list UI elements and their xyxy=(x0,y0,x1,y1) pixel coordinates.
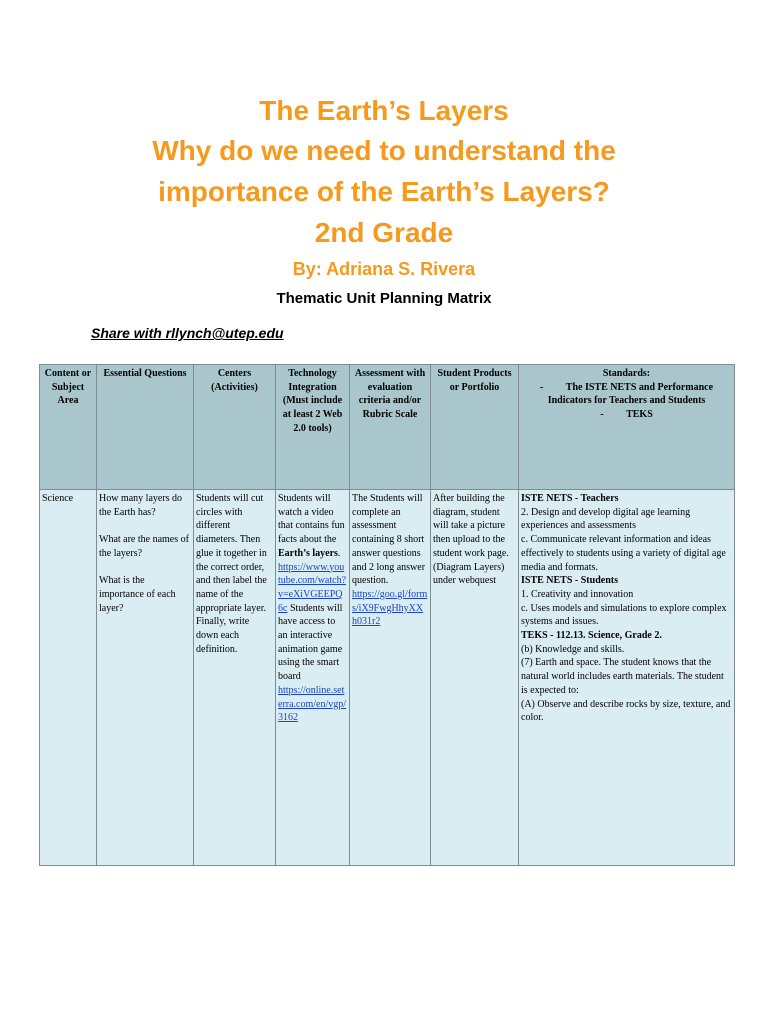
title-line-1: The Earth’s Layers xyxy=(259,95,509,126)
document-subtitle: Thematic Unit Planning Matrix xyxy=(276,290,492,307)
google-form-link[interactable]: https://goo.gl/forms/iX9FwgHhyXXh031r2 xyxy=(352,588,428,628)
standards-heading-students: ISTE NETS - Students xyxy=(521,575,618,587)
bullet-dash: - xyxy=(600,409,604,421)
author-line: By: Adriana S. Rivera xyxy=(292,259,476,279)
standards-text: 1. Creativity and innovation xyxy=(521,588,634,600)
title-block xyxy=(0,92,768,309)
planning-matrix-table xyxy=(39,364,735,866)
standards-text: 2. Design and develop digital age learning experiences and assessments xyxy=(521,506,691,532)
standards-item-teks-label: TEKS xyxy=(626,409,653,421)
standards-heading-teachers: ISTE NETS - Teachers xyxy=(521,493,619,504)
standards-heading-teks: TEKS - 112.13. Science, Grade 2. xyxy=(521,630,662,642)
question-1: How many layers do the Earth has? xyxy=(99,493,183,518)
cell-assessment xyxy=(350,490,431,866)
bullet-dash: - xyxy=(539,381,544,393)
table-row xyxy=(40,490,735,866)
cell-content-area: Science xyxy=(40,490,97,866)
cell-technology xyxy=(276,490,350,866)
header-student-products: Student Products or Portfolio xyxy=(431,365,519,490)
cell-standards xyxy=(519,490,735,866)
tech-text-1: Students will watch a video that contains fun facts about the xyxy=(278,493,345,546)
cell-centers: Students will cut circles with different diameters. Then glue it together in the correct order, and then label the name of the appropriate layer. Finally, write down each definition. xyxy=(194,490,276,866)
assessment-text: The Students will complete an assessment containing 8 short answer questions and 2 long answer question. xyxy=(352,493,426,587)
header-technology: Technology Integration (Must include at least 2 Web 2.0 tools) xyxy=(276,365,350,490)
seterra-link[interactable]: https://online.seterra.com/en/vgp/3162 xyxy=(278,684,347,724)
standards-text: c. Communicate relevant information and ideas effectively to students using a variety of digital age media and formats. xyxy=(521,534,726,573)
header-standards xyxy=(519,365,735,490)
tech-text-2: Students will have access to an interactive animation game using the smart board xyxy=(278,602,343,683)
header-centers: Centers (Activities) xyxy=(194,365,276,490)
header-assessment: Assessment with evaluation criteria and/or Rubric Scale xyxy=(350,365,431,490)
question-3: What is the importance of each layer? xyxy=(99,575,176,614)
standards-item-teks xyxy=(521,408,732,422)
standards-item-iste xyxy=(521,381,732,408)
cell-student-products: After building the diagram, student will take a picture then upload to the student work page. (Diagram Layers) under webquest xyxy=(431,490,519,866)
standards-text: c. Uses models and simulations to explore complex systems and issues. xyxy=(521,602,727,628)
title-line-4: 2nd Grade xyxy=(314,217,454,248)
title-line-3: importance of the Earth’s Layers? xyxy=(158,176,610,207)
title-line-2: Why do we need to understand the xyxy=(152,135,616,166)
question-2: What are the names of the layers? xyxy=(99,534,189,559)
standards-item-iste-label: The ISTE NETS and Performance Indicators for Teachers and Students xyxy=(547,381,714,407)
header-content-area: Content or Subject Area xyxy=(40,365,97,490)
share-email-link[interactable]: Share with rllynch@utep.edu xyxy=(91,325,284,341)
tech-period: . xyxy=(337,547,341,559)
tech-bold: Earth’s layers xyxy=(278,547,338,559)
youtube-link[interactable]: https://www.youtube.com/watch?v=eXiVGEEPQ6c xyxy=(278,561,347,614)
cell-essential-questions xyxy=(97,490,194,866)
standards-text: (A) Observe and describe rocks by size, texture, and color. xyxy=(521,698,731,724)
header-essential-questions: Essential Questions xyxy=(97,365,194,490)
table-header-row xyxy=(40,365,735,490)
standards-text: (b) Knowledge and skills. xyxy=(521,643,625,655)
standards-text: (7) Earth and space. The student knows that the natural world includes earth materials. The student is expected to: xyxy=(521,657,724,696)
standards-title: Standards: xyxy=(602,368,651,379)
